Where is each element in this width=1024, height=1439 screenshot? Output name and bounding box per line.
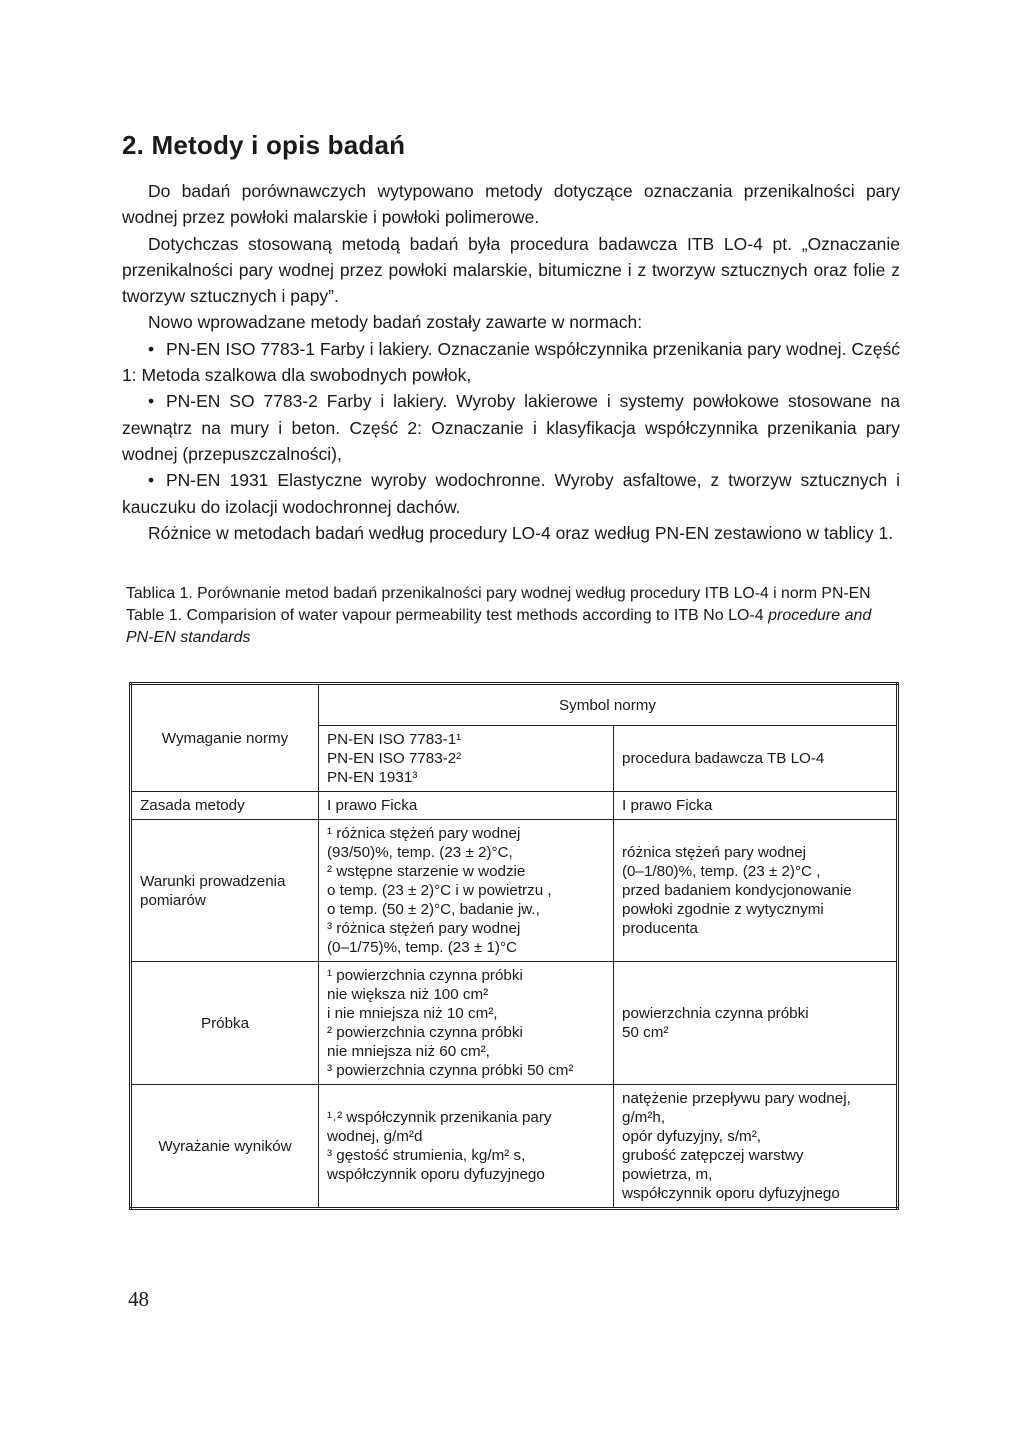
cell-line: I prawo Ficka — [327, 797, 418, 814]
requirement-header: Wymaganie normy — [131, 684, 319, 792]
std-name: PN-EN ISO 7783-2² — [327, 750, 462, 767]
cell-line: natężenie przepływu pary wodnej, — [622, 1090, 851, 1107]
cell-line: nie większa niż 100 cm² — [327, 986, 489, 1003]
std-column-header — [319, 726, 614, 792]
cell-line: wodnej, g/m²d — [327, 1128, 423, 1145]
row-label: Wyrażanie wyników — [131, 1085, 319, 1209]
body-text — [122, 178, 900, 546]
page-number: 48 — [128, 1287, 149, 1311]
cell-line: różnica stężeń pary wodnej — [622, 844, 807, 861]
paragraph: Do badań porównawczych wytypowano metody dotyczące oznaczania przenikalności pary wodnej przez powłoki malarskie i powłoki polimerowe. — [122, 181, 900, 228]
caption-english — [126, 605, 900, 649]
cell-line: powietrza, m, — [622, 1166, 713, 1183]
std-cell — [319, 820, 614, 962]
symbol-header: Symbol normy — [319, 684, 898, 726]
row-label: Próbka — [131, 962, 319, 1085]
caption-english-italic: procedure and PN-EN standards — [126, 607, 872, 646]
bullet-item: • PN-EN ISO 7783-1 Farby i lakiery. Oznaczanie współczynnika przenikania pary wodnej. Część 1: Metoda szalkowa dla swobodnych powłok, — [122, 336, 900, 389]
table-header-row — [131, 684, 898, 726]
section-heading: 2. Metody i opis badań — [122, 130, 406, 160]
table-row — [131, 820, 898, 962]
cell-line: ¹ różnica stężeń pary wodnej — [327, 825, 521, 842]
cell-line: powierzchnia czynna próbki — [622, 1005, 809, 1022]
cell-line: o temp. (23 ± 2)°C i w powietrzu , — [327, 882, 552, 899]
std-cell — [319, 1085, 614, 1209]
itb-cell — [614, 962, 898, 1085]
std-name: PN-EN ISO 7783-1¹ — [327, 731, 462, 748]
itb-cell — [614, 1085, 898, 1209]
cell-line: producenta — [622, 920, 698, 937]
itb-column-header: procedura badawcza TB LO-4 — [614, 726, 898, 792]
itb-cell — [614, 820, 898, 962]
cell-line: grubość zatępczej warstwy — [622, 1147, 804, 1164]
comparison-table — [129, 682, 899, 1210]
cell-line: współczynnik oporu dyfuzyjnego — [622, 1185, 840, 1202]
cell-line: o temp. (50 ± 2)°C, badanie jw., — [327, 901, 540, 918]
cell-line: ² powierzchnia czynna próbki — [327, 1024, 523, 1041]
table-row — [131, 962, 898, 1085]
cell-line: ³ gęstość strumienia, kg/m² s, — [327, 1147, 526, 1164]
cell-line: nie mniejsza niż 60 cm², — [327, 1043, 490, 1060]
row-label: Zasada metody — [131, 792, 319, 820]
caption-polish: Tablica 1. Porównanie metod badań przenikalności pary wodnej według procedury ITB LO-4 i norm PN-EN — [126, 585, 871, 602]
paragraph: Nowo wprowadzane metody badań zostały zawarte w normach: — [148, 312, 643, 333]
cell-line: ¹˒² współczynnik przenikania pary — [327, 1109, 552, 1126]
paragraph: Różnice w metodach badań według procedury LO-4 oraz według PN-EN zestawiono w tablicy 1. — [148, 522, 894, 543]
cell-line: ³ powierzchnia czynna próbki 50 cm² — [327, 1062, 574, 1079]
std-cell — [319, 962, 614, 1085]
cell-line: (0–1/80)%, temp. (23 ± 2)°C , — [622, 863, 821, 880]
table-caption — [126, 583, 900, 649]
cell-line: 50 cm² — [622, 1024, 669, 1041]
cell-line: powłoki zgodnie z wytycznymi — [622, 901, 824, 918]
cell-line: (0–1/75)%, temp. (23 ± 1)°C — [327, 939, 517, 956]
row-label: Warunki prowadzenia pomiarów — [131, 820, 319, 962]
cell-line: współczynnik oporu dyfuzyjnego — [327, 1166, 545, 1183]
std-name: PN-EN 1931³ — [327, 769, 418, 786]
bullet-item: • PN-EN SO 7783-2 Farby i lakiery. Wyroby lakierowe i systemy powłokowe stosowane na zewnątrz na mury i beton. Część 2: Oznaczanie i klasyfikacja współczynnika przenikania pary wodnej (przepuszczalności), — [122, 388, 900, 467]
cell-line: i nie mniejsza niż 10 cm², — [327, 1005, 498, 1022]
cell-line: ¹ powierzchnia czynna próbki — [327, 967, 523, 984]
cell-line: g/m²h, — [622, 1109, 666, 1126]
paragraph: Dotychczas stosowaną metodą badań była procedura badawcza ITB LO-4 pt. „Oznaczanie przenikalności pary wodnej przez powłoki malarskie, bitumiczne i z tworzyw sztucznych oraz folie z tworzyw sztucznych i papy”. — [122, 233, 900, 307]
cell-line: I prawo Ficka — [622, 797, 713, 814]
cell-line: (93/50)%, temp. (23 ± 2)°C, — [327, 844, 513, 861]
table-row — [131, 792, 898, 820]
std-cell — [319, 792, 614, 820]
table-row — [131, 1085, 898, 1209]
bullet-item: • PN-EN 1931 Elastyczne wyroby wodochronne. Wyroby asfaltowe, z tworzyw sztucznych i kauczuku do izolacji wodochronnej dachów. — [122, 467, 900, 520]
table-body — [131, 792, 898, 1209]
caption-english-label: Table 1. Comparision of water vapour permeability test methods according to ITB No LO-4 — [126, 607, 764, 624]
cell-line: ² wstępne starzenie w wodzie — [327, 863, 526, 880]
cell-line: opór dyfuzyjny, s/m², — [622, 1128, 761, 1145]
cell-line: ³ różnica stężeń pary wodnej — [327, 920, 521, 937]
cell-line: przed badaniem kondycjonowanie — [622, 882, 852, 899]
itb-cell — [614, 792, 898, 820]
